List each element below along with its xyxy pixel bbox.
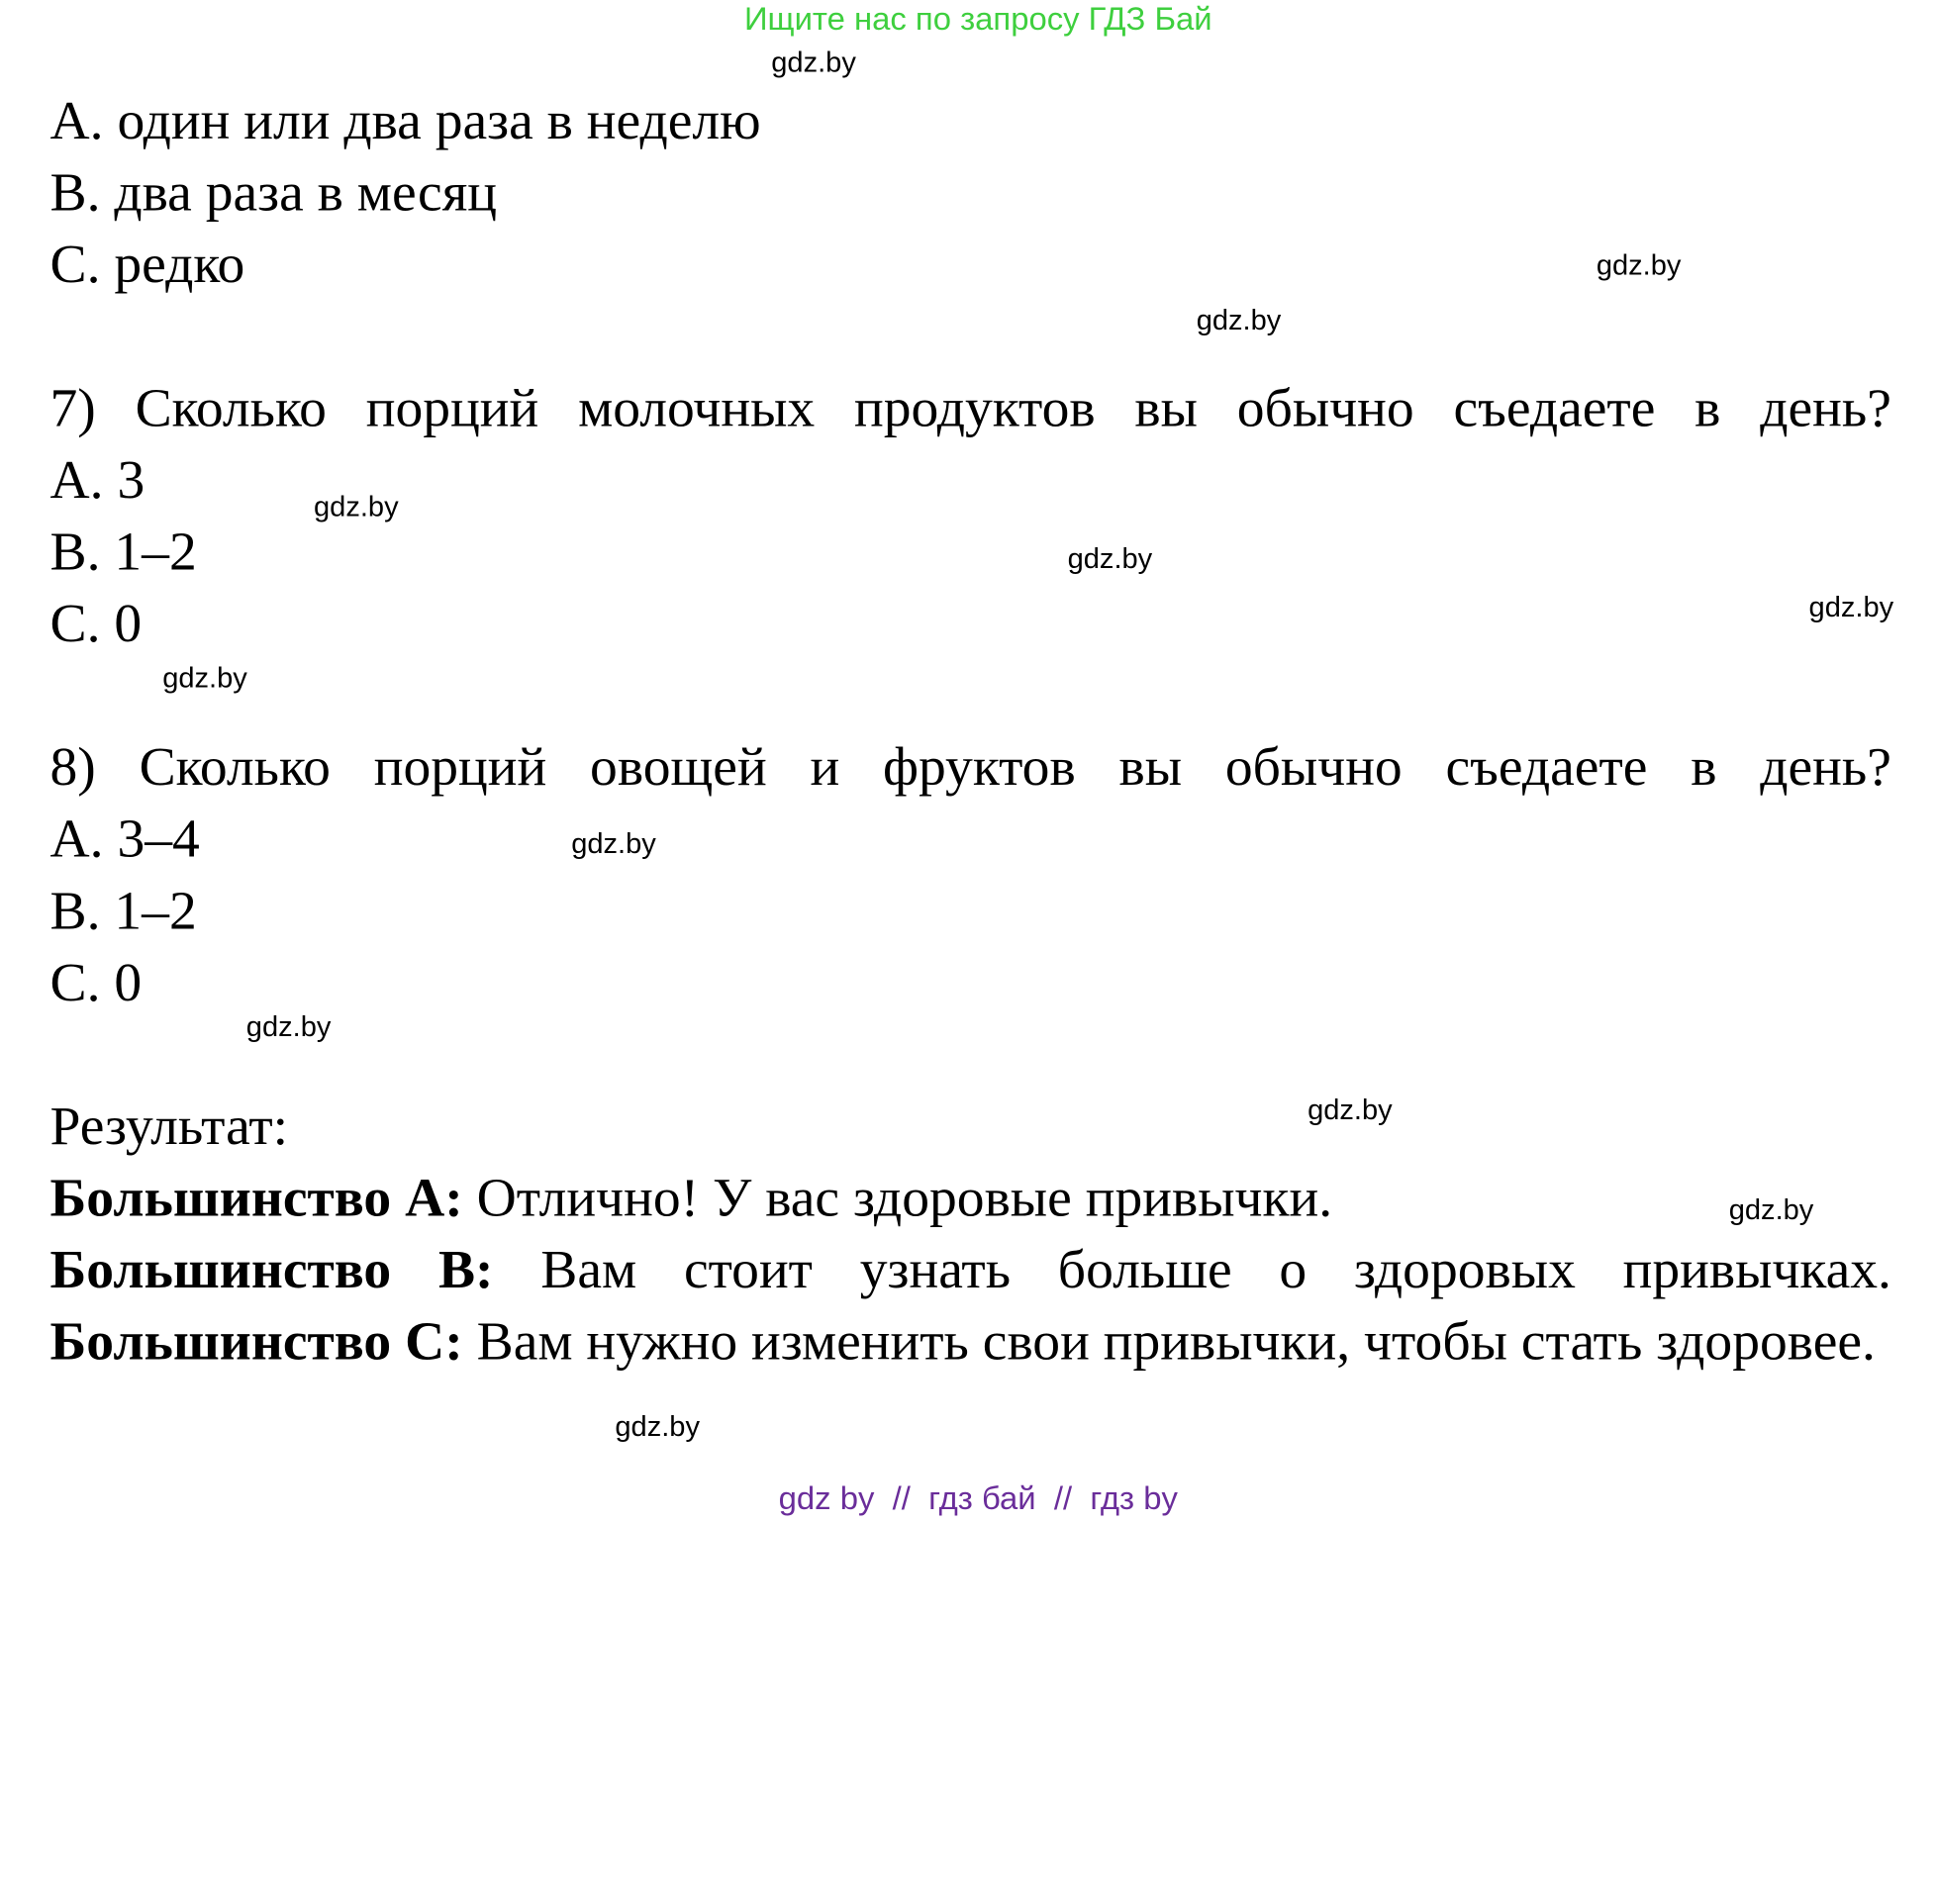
- result-item-a: [49, 1167, 1333, 1228]
- result-label: Большинство A:: [49, 1167, 463, 1228]
- q8-option-c: C. 0: [49, 952, 143, 1013]
- question-8: 8) Сколько порций овощей и фруктов вы обычно съедаете в день?: [49, 736, 1891, 798]
- watermark: gdz.by: [1728, 1192, 1814, 1226]
- q7-option-b: B. 1–2: [49, 521, 197, 582]
- option-b: B. два раза в месяц: [49, 161, 498, 224]
- result-label: Большинство C:: [49, 1310, 463, 1373]
- watermark: gdz.by: [1307, 1093, 1393, 1126]
- footer-links: gdz by // гдз бай // гдз by: [778, 1478, 1178, 1517]
- result-item-c: [50, 1306, 1891, 1379]
- result-text: Вам стоит узнать больше о здоровых привычках.: [493, 1239, 1891, 1300]
- result-label: Большинство B:: [49, 1239, 494, 1300]
- q7-option-c: C. 0: [49, 593, 143, 654]
- option-c: C. редко: [49, 234, 245, 295]
- watermark: gdz.by: [1596, 248, 1682, 281]
- watermark: gdz.by: [1808, 590, 1894, 623]
- watermark: gdz.by: [1196, 303, 1282, 336]
- q8-option-b: B. 1–2: [49, 880, 197, 941]
- watermark: gdz.by: [615, 1409, 700, 1443]
- question-7: 7) Сколько порций молочных продуктов вы обычно съедаете в день?: [49, 377, 1891, 438]
- watermark: gdz.by: [771, 46, 856, 78]
- watermark: gdz.by: [571, 826, 656, 860]
- result-heading: Результат:: [49, 1095, 289, 1157]
- watermark: gdz.by: [1067, 541, 1153, 575]
- result-text: Вам нужно изменить свои привычки, чтобы стать здоровее.: [462, 1310, 1876, 1373]
- q7-option-a: A. 3: [49, 449, 145, 511]
- search-banner: Ищите нас по запросу ГДЗ Бай: [743, 0, 1212, 38]
- watermark: gdz.by: [245, 1009, 332, 1043]
- result-item-b: [49, 1239, 1891, 1300]
- q8-option-a: A. 3–4: [49, 808, 200, 870]
- watermark: gdz.by: [162, 661, 247, 694]
- watermark: gdz.by: [314, 490, 399, 523]
- option-a: A. один или два раза в неделю: [49, 90, 761, 151]
- result-text: Отлично! У вас здоровые привычки.: [462, 1167, 1333, 1228]
